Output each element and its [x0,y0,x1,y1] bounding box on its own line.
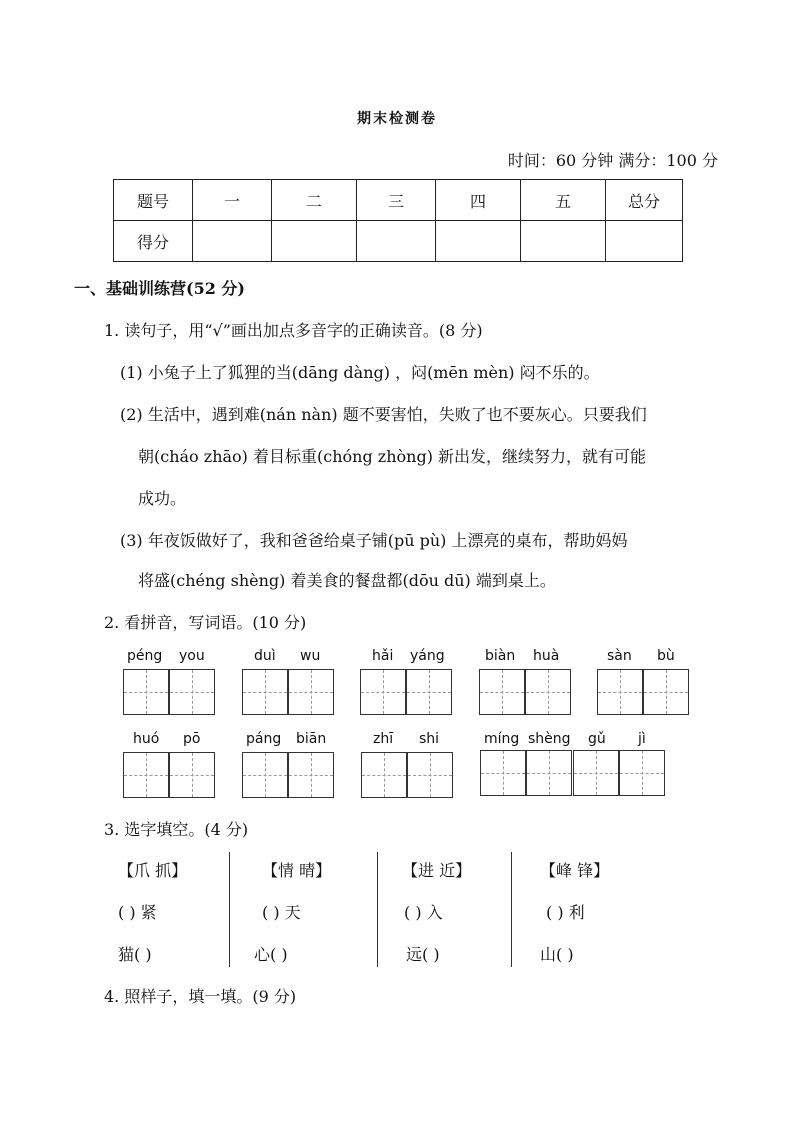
fill-blank[interactable]: ( ) 入 [404,903,443,922]
writing-box[interactable] [123,669,169,715]
pinyin-label: shi [419,731,440,747]
pinyin-label: jì [638,731,646,747]
pinyin-label: biān [296,731,327,747]
score-cell[interactable] [357,221,436,262]
column-divider [511,852,512,967]
writing-box[interactable] [643,669,689,715]
question-3-title: 3. 选字填空。(4 分) [104,820,249,839]
section-heading: 一、基础训练营(52 分) [74,279,245,298]
writing-box[interactable] [597,669,643,715]
fill-blank[interactable]: 心( ) [254,945,288,964]
writing-box[interactable] [525,669,571,715]
pinyin-label: yáng [410,648,445,664]
column-divider [229,852,230,967]
question-1-line: (2) 生活中，遇到难(nán nàn) 题不要害怕，失败了也不要灰心。只要我们 [120,405,647,424]
question-1-line: 朝(cháo zhāo) 着目标重(chóng zhòng) 新出发，继续努力，就有可能 [138,447,647,466]
question-1-line: (1) 小兔子上了狐狸的当(dāng dàng) ，闷(mēn mèn) 闷不乐的。 [120,363,600,382]
pinyin-label: gǔ [588,731,606,747]
page-title: 期末检测卷 [357,111,437,127]
fill-blank[interactable]: 山( ) [540,945,574,964]
score-cell[interactable] [606,221,683,262]
table-header-cell: 二 [272,180,357,221]
pinyin-label: páng [246,731,282,747]
question-1-line: (3) 年夜饭做好了，我和爸爸给桌子铺(pū pù) 上漂亮的桌布，帮助妈妈 [120,531,628,550]
pinyin-label: hǎi [372,648,394,664]
table-header-cell: 一 [193,180,272,221]
choice-group-heading: 【进 近】 [402,861,472,880]
writing-box[interactable] [360,669,406,715]
pinyin-label: zhī [373,731,394,747]
writing-box[interactable] [288,752,334,798]
question-1-title: 1. 读句子，用“√”画出加点多音字的正确读音。(8 分) [104,321,483,340]
writing-box[interactable] [288,669,334,715]
pinyin-label: shèng [528,731,571,747]
fill-blank[interactable]: 远( ) [406,945,440,964]
writing-box[interactable] [479,669,525,715]
pinyin-label: wu [300,648,321,664]
table-header-cell: 三 [357,180,436,221]
table-row [114,221,683,262]
writing-box[interactable] [169,752,215,798]
question-1-line: 成功。 [138,489,187,508]
score-cell[interactable] [272,221,357,262]
table-header-cell: 四 [436,180,521,221]
writing-box[interactable] [361,752,407,798]
question-2-title: 2. 看拼音，写词语。(10 分) [104,613,307,632]
writing-box[interactable] [406,669,452,715]
score-cell[interactable] [521,221,606,262]
writing-box[interactable] [407,752,453,798]
table-header-cell: 五 [521,180,606,221]
time-info: 时间：60 分钟 满分：100 分 [507,151,718,170]
writing-box[interactable] [619,750,665,796]
table-header-cell: 总分 [606,180,683,221]
question-4-title: 4. 照样子，填一填。(9 分) [104,987,297,1006]
pinyin-label: sàn [607,648,632,664]
pinyin-label: biàn [485,648,516,664]
writing-box[interactable] [242,752,288,798]
pinyin-label: péng [127,648,163,664]
writing-box[interactable] [573,750,619,796]
table-row [114,180,683,221]
choice-group-heading: 【情 晴】 [262,861,332,880]
choice-group-heading: 【爪 抓】 [118,861,188,880]
pinyin-label: pō [183,731,201,747]
score-table [113,179,683,262]
score-cell[interactable] [436,221,521,262]
writing-box[interactable] [526,750,572,796]
writing-box[interactable] [123,752,169,798]
pinyin-label: duì [254,648,276,664]
column-divider [377,852,378,967]
pinyin-label: you [179,648,205,664]
score-row-label: 得分 [114,221,193,262]
choice-group-heading: 【峰 锋】 [540,861,610,880]
pinyin-label: huà [533,648,560,664]
fill-blank[interactable]: ( ) 天 [262,903,301,922]
fill-blank[interactable]: ( ) 利 [546,903,585,922]
writing-box[interactable] [242,669,288,715]
pinyin-label: míng [484,731,520,747]
score-cell[interactable] [193,221,272,262]
fill-blank[interactable]: ( ) 紧 [118,903,157,922]
writing-box[interactable] [480,750,526,796]
fill-blank[interactable]: 猫( ) [118,945,152,964]
question-1-line: 将盛(chéng shèng) 着美食的餐盘都(dōu dū) 端到桌上。 [138,571,556,590]
table-header-cell: 题号 [114,180,193,221]
writing-box[interactable] [169,669,215,715]
pinyin-label: huó [133,731,160,747]
pinyin-label: bù [657,648,675,664]
